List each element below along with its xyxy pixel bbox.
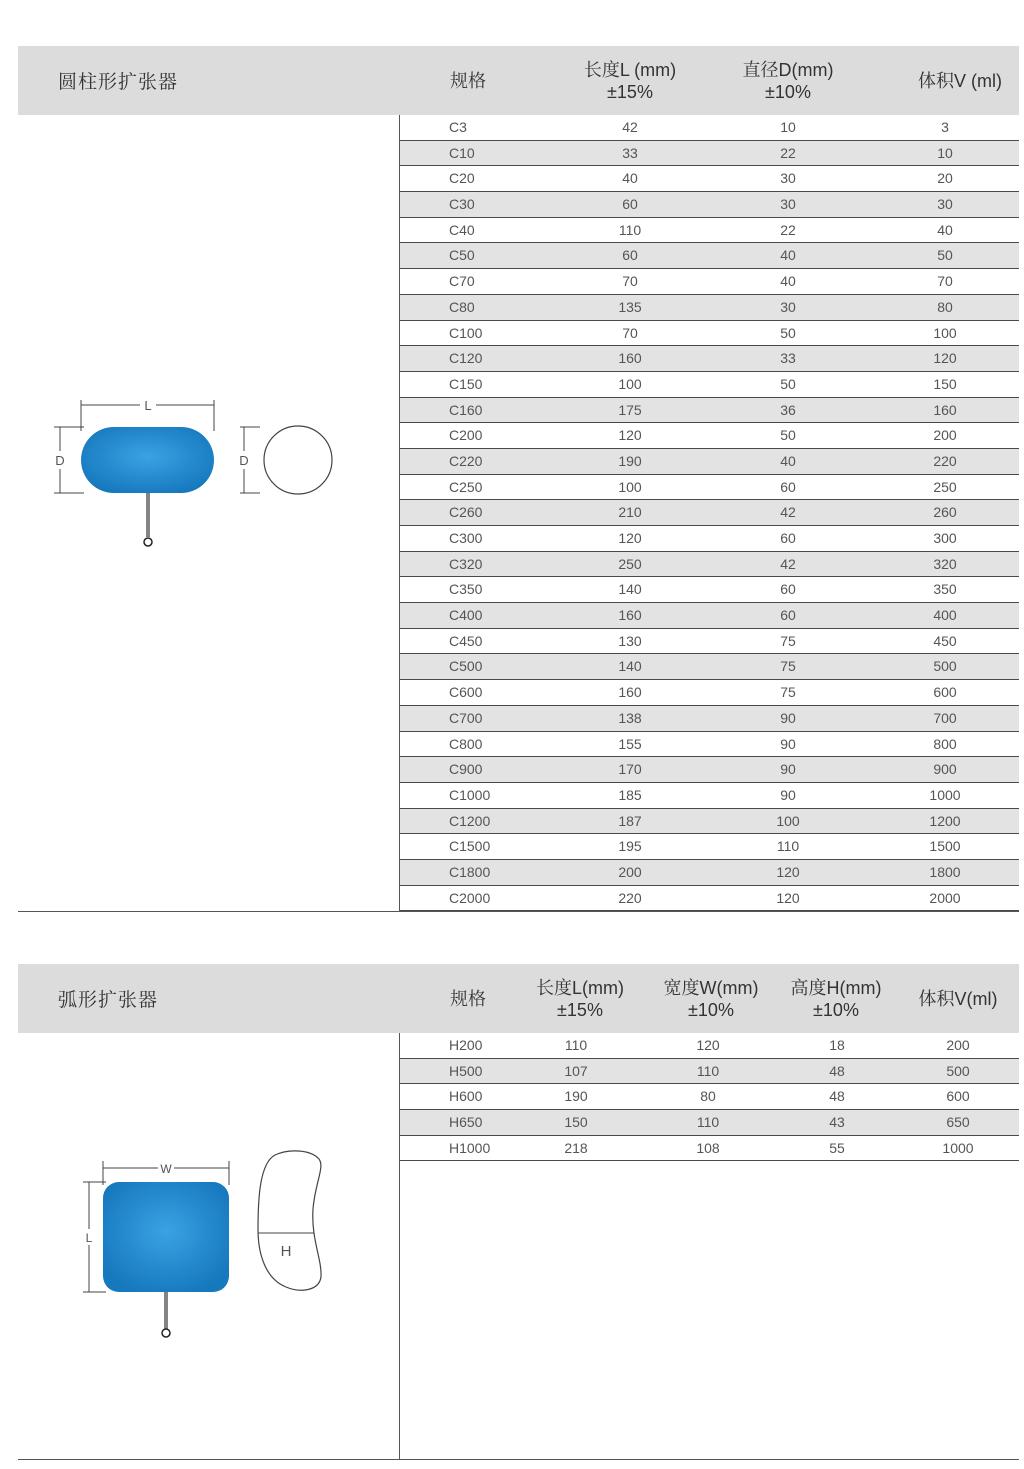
table-row bbox=[400, 346, 1019, 372]
label-L: L bbox=[85, 1231, 93, 1245]
cell-volume: 650 bbox=[946, 1114, 970, 1131]
col-header-diameter: 直径D(mm) ±10% bbox=[742, 59, 834, 102]
cell-spec: C70 bbox=[449, 273, 475, 290]
table-row bbox=[400, 757, 1019, 783]
cell-spec: C20 bbox=[449, 170, 475, 187]
cell-spec: C220 bbox=[449, 452, 483, 469]
cell-diameter: 110 bbox=[776, 838, 800, 855]
cell-length: 100 bbox=[618, 478, 642, 495]
cell-spec: C10 bbox=[449, 144, 475, 161]
col-header-volume: 体积V (ml) bbox=[918, 70, 1002, 91]
table-row bbox=[400, 834, 1019, 860]
cell-diameter: 40 bbox=[780, 247, 796, 264]
cylindrical-title: 圆柱形扩张器 bbox=[58, 72, 179, 93]
cell-length: 120 bbox=[618, 530, 642, 546]
cell-spec: C900 bbox=[449, 761, 483, 778]
cell-height: 48 bbox=[829, 1062, 845, 1079]
cell-volume: 1800 bbox=[929, 863, 961, 880]
table-row bbox=[400, 654, 1019, 680]
cell-height: 48 bbox=[829, 1088, 845, 1105]
cell-length: 130 bbox=[618, 632, 642, 649]
cell-volume: 20 bbox=[937, 170, 953, 187]
label-W: W bbox=[160, 1162, 172, 1176]
cell-spec: C500 bbox=[449, 658, 483, 675]
table-row bbox=[400, 706, 1019, 732]
cell-volume: 100 bbox=[933, 324, 957, 341]
table-row bbox=[400, 321, 1019, 347]
cell-length: 70 bbox=[622, 273, 638, 290]
table-row bbox=[400, 166, 1019, 192]
cell-volume: 160 bbox=[933, 401, 957, 418]
cell-height: 18 bbox=[829, 1037, 845, 1053]
cell-length: 140 bbox=[618, 658, 642, 675]
cell-volume: 800 bbox=[933, 735, 957, 752]
cell-volume: 120 bbox=[933, 350, 957, 367]
cell-spec: C40 bbox=[449, 221, 475, 238]
arc-expander-shape bbox=[103, 1182, 229, 1292]
cell-volume: 70 bbox=[937, 273, 953, 290]
arc-title: 弧形扩张器 bbox=[58, 990, 159, 1011]
cell-volume: 10 bbox=[937, 144, 953, 161]
cell-spec: C700 bbox=[449, 709, 483, 726]
label-L: L bbox=[144, 398, 152, 413]
cell-length: 33 bbox=[622, 144, 638, 161]
cell-spec: C200 bbox=[449, 427, 483, 444]
cell-diameter: 36 bbox=[780, 401, 796, 418]
cell-width: 108 bbox=[696, 1139, 720, 1156]
cell-volume: 220 bbox=[933, 452, 957, 469]
cell-length: 190 bbox=[564, 1088, 588, 1105]
cell-length: 120 bbox=[618, 427, 642, 444]
table-row bbox=[400, 449, 1019, 475]
label-H: H bbox=[280, 1243, 292, 1260]
cell-length: 175 bbox=[618, 401, 642, 418]
cell-diameter: 60 bbox=[780, 581, 796, 598]
cell-diameter: 40 bbox=[780, 273, 796, 290]
cell-spec: C450 bbox=[449, 632, 483, 649]
table-row bbox=[400, 500, 1019, 526]
cell-spec: C150 bbox=[449, 375, 483, 392]
cell-length: 190 bbox=[618, 452, 642, 469]
cell-spec: C260 bbox=[449, 504, 483, 521]
col-header-length: 长度L(mm) ±15% bbox=[536, 977, 624, 1020]
cell-spec: H1000 bbox=[449, 1139, 491, 1156]
cell-length: 140 bbox=[618, 581, 642, 598]
cell-spec: C30 bbox=[449, 196, 475, 213]
cell-length: 110 bbox=[564, 1037, 588, 1053]
col-header-length: 长度L (mm) ±15% bbox=[583, 59, 677, 102]
cross-section-circle bbox=[264, 426, 332, 494]
table-row bbox=[400, 295, 1019, 321]
table-row bbox=[400, 115, 1019, 141]
cell-spec: C350 bbox=[449, 581, 483, 598]
table-row bbox=[400, 372, 1019, 398]
table-row bbox=[400, 1136, 1019, 1162]
cell-width: 120 bbox=[696, 1037, 720, 1053]
cell-volume: 1500 bbox=[929, 838, 961, 855]
cell-spec: C2000 bbox=[449, 889, 491, 906]
cell-spec: C800 bbox=[449, 735, 483, 752]
cell-spec: C80 bbox=[449, 298, 475, 315]
arc-diagram-area bbox=[18, 1033, 399, 1460]
cell-length: 60 bbox=[622, 196, 638, 213]
cell-spec: C50 bbox=[449, 247, 475, 264]
cell-spec: C120 bbox=[449, 350, 483, 367]
cell-diameter: 30 bbox=[780, 196, 796, 213]
cylindrical-expander-diagram bbox=[18, 115, 399, 912]
cell-spec: H600 bbox=[449, 1088, 483, 1105]
table-row bbox=[400, 603, 1019, 629]
label-D-left: D bbox=[55, 453, 65, 468]
table-row bbox=[400, 886, 1019, 912]
cell-volume: 320 bbox=[933, 555, 957, 572]
cell-diameter: 60 bbox=[780, 478, 796, 495]
cell-length: 40 bbox=[622, 170, 638, 187]
cell-spec: H500 bbox=[449, 1062, 483, 1079]
cylindrical-header bbox=[18, 46, 1019, 115]
cell-height: 43 bbox=[829, 1114, 845, 1131]
table-row bbox=[400, 243, 1019, 269]
cylindrical-section bbox=[18, 46, 1019, 912]
arc-header bbox=[18, 964, 1019, 1033]
cell-length: 185 bbox=[618, 786, 642, 803]
cell-diameter: 50 bbox=[780, 427, 796, 444]
cell-spec: C1500 bbox=[449, 838, 491, 855]
cell-diameter: 30 bbox=[780, 298, 796, 315]
cell-spec: H200 bbox=[449, 1037, 483, 1053]
table-row bbox=[400, 269, 1019, 295]
cell-length: 160 bbox=[618, 350, 642, 367]
cell-length: 138 bbox=[618, 709, 642, 726]
cell-length: 70 bbox=[622, 324, 638, 341]
cell-spec: C100 bbox=[449, 324, 483, 341]
cell-width: 80 bbox=[700, 1088, 716, 1105]
cell-volume: 150 bbox=[933, 375, 957, 392]
cell-volume: 1200 bbox=[929, 812, 961, 829]
cylindrical-expander-shape bbox=[81, 427, 214, 493]
cell-diameter: 90 bbox=[780, 709, 796, 726]
arc-table bbox=[400, 1033, 1019, 1161]
table-row bbox=[400, 398, 1019, 424]
table-row bbox=[400, 192, 1019, 218]
table-row bbox=[400, 577, 1019, 603]
cell-length: 160 bbox=[618, 684, 642, 701]
cell-diameter: 30 bbox=[780, 170, 796, 187]
cell-volume: 260 bbox=[933, 504, 957, 521]
cell-diameter: 42 bbox=[780, 504, 796, 521]
arc-expander-diagram bbox=[18, 1033, 399, 1460]
cell-diameter: 60 bbox=[780, 530, 796, 546]
cell-volume: 350 bbox=[933, 581, 957, 598]
cell-length: 210 bbox=[618, 504, 642, 521]
cell-volume: 200 bbox=[933, 427, 957, 444]
cell-diameter: 75 bbox=[780, 684, 796, 701]
cell-diameter: 40 bbox=[780, 452, 796, 469]
arc-section bbox=[18, 964, 1019, 1460]
table-row bbox=[400, 1084, 1019, 1110]
cell-length: 42 bbox=[622, 119, 638, 135]
cylindrical-table bbox=[400, 115, 1019, 911]
cell-volume: 500 bbox=[946, 1062, 970, 1079]
table-row bbox=[400, 218, 1019, 244]
cell-volume: 300 bbox=[933, 530, 957, 546]
cell-diameter: 90 bbox=[780, 786, 796, 803]
table-row bbox=[400, 552, 1019, 578]
cell-diameter: 75 bbox=[780, 632, 796, 649]
cell-spec: C250 bbox=[449, 478, 483, 495]
col-header-volume: 体积V(ml) bbox=[918, 988, 998, 1009]
cell-length: 218 bbox=[564, 1139, 588, 1156]
cell-diameter: 75 bbox=[780, 658, 796, 675]
cell-length: 160 bbox=[618, 607, 642, 624]
cell-diameter: 120 bbox=[776, 889, 800, 906]
table-row bbox=[400, 526, 1019, 552]
cell-diameter: 10 bbox=[780, 119, 796, 135]
cell-spec: C320 bbox=[449, 555, 483, 572]
cell-volume: 200 bbox=[946, 1037, 970, 1053]
cell-length: 135 bbox=[618, 298, 642, 315]
table-row bbox=[400, 475, 1019, 501]
cell-spec: C160 bbox=[449, 401, 483, 418]
table-row bbox=[400, 1059, 1019, 1085]
cell-diameter: 22 bbox=[780, 221, 796, 238]
table-row bbox=[400, 860, 1019, 886]
cell-length: 220 bbox=[618, 889, 642, 906]
cell-spec: H650 bbox=[449, 1114, 483, 1131]
cell-spec: C600 bbox=[449, 684, 483, 701]
cell-diameter: 22 bbox=[780, 144, 796, 161]
table-row bbox=[400, 680, 1019, 706]
cell-spec: C1000 bbox=[449, 786, 491, 803]
cell-diameter: 33 bbox=[780, 350, 796, 367]
cell-volume: 400 bbox=[933, 607, 957, 624]
cell-volume: 40 bbox=[937, 221, 953, 238]
cell-diameter: 50 bbox=[780, 375, 796, 392]
col-header-height: 高度H(mm) ±10% bbox=[790, 977, 882, 1020]
cell-length: 250 bbox=[618, 555, 642, 572]
cell-diameter: 120 bbox=[776, 863, 800, 880]
cell-spec: C1200 bbox=[449, 812, 491, 829]
cell-volume: 80 bbox=[937, 298, 953, 315]
table-row bbox=[400, 783, 1019, 809]
cell-length: 100 bbox=[618, 375, 642, 392]
cell-diameter: 90 bbox=[780, 735, 796, 752]
cell-volume: 500 bbox=[933, 658, 957, 675]
cell-volume: 2000 bbox=[929, 889, 961, 906]
table-row bbox=[400, 732, 1019, 758]
cell-length: 107 bbox=[564, 1062, 588, 1079]
cell-width: 110 bbox=[696, 1062, 720, 1079]
cell-volume: 1000 bbox=[942, 1139, 974, 1156]
cell-length: 60 bbox=[622, 247, 638, 264]
cell-length: 150 bbox=[564, 1114, 588, 1131]
col-header-width: 宽度W(mm) ±10% bbox=[663, 977, 759, 1020]
cell-spec: C3 bbox=[449, 119, 467, 135]
cell-volume: 50 bbox=[937, 247, 953, 264]
table-row bbox=[400, 629, 1019, 655]
cell-diameter: 100 bbox=[776, 812, 800, 829]
cell-diameter: 42 bbox=[780, 555, 796, 572]
table-row bbox=[400, 423, 1019, 449]
cell-volume: 1000 bbox=[929, 786, 961, 803]
cylindrical-diagram-area bbox=[18, 115, 399, 912]
cell-length: 195 bbox=[618, 838, 642, 855]
table-row bbox=[400, 1110, 1019, 1136]
cell-length: 187 bbox=[618, 812, 642, 829]
cell-volume: 700 bbox=[933, 709, 957, 726]
arc-side-profile bbox=[258, 1151, 321, 1290]
cell-spec: C1800 bbox=[449, 863, 491, 880]
cell-volume: 600 bbox=[946, 1088, 970, 1105]
cell-length: 155 bbox=[618, 735, 642, 752]
cell-volume: 250 bbox=[933, 478, 957, 495]
cell-spec: C400 bbox=[449, 607, 483, 624]
cell-diameter: 90 bbox=[780, 761, 796, 778]
cell-length: 200 bbox=[618, 863, 642, 880]
cell-diameter: 50 bbox=[780, 324, 796, 341]
cell-width: 110 bbox=[696, 1114, 720, 1131]
cell-diameter: 60 bbox=[780, 607, 796, 624]
cell-spec: C300 bbox=[449, 530, 483, 546]
table-row bbox=[400, 141, 1019, 167]
col-header-spec: 规格 bbox=[450, 988, 486, 1009]
cell-volume: 30 bbox=[937, 196, 953, 213]
cell-length: 170 bbox=[618, 761, 642, 778]
cell-volume: 3 bbox=[941, 119, 949, 135]
col-header-spec: 规格 bbox=[450, 70, 486, 91]
table-row bbox=[400, 1033, 1019, 1059]
cell-volume: 900 bbox=[933, 761, 957, 778]
cell-length: 110 bbox=[618, 221, 642, 238]
cell-volume: 450 bbox=[933, 632, 957, 649]
table-row bbox=[400, 809, 1019, 835]
label-D-right: D bbox=[239, 453, 249, 468]
cell-height: 55 bbox=[829, 1139, 845, 1156]
cell-volume: 600 bbox=[933, 684, 957, 701]
